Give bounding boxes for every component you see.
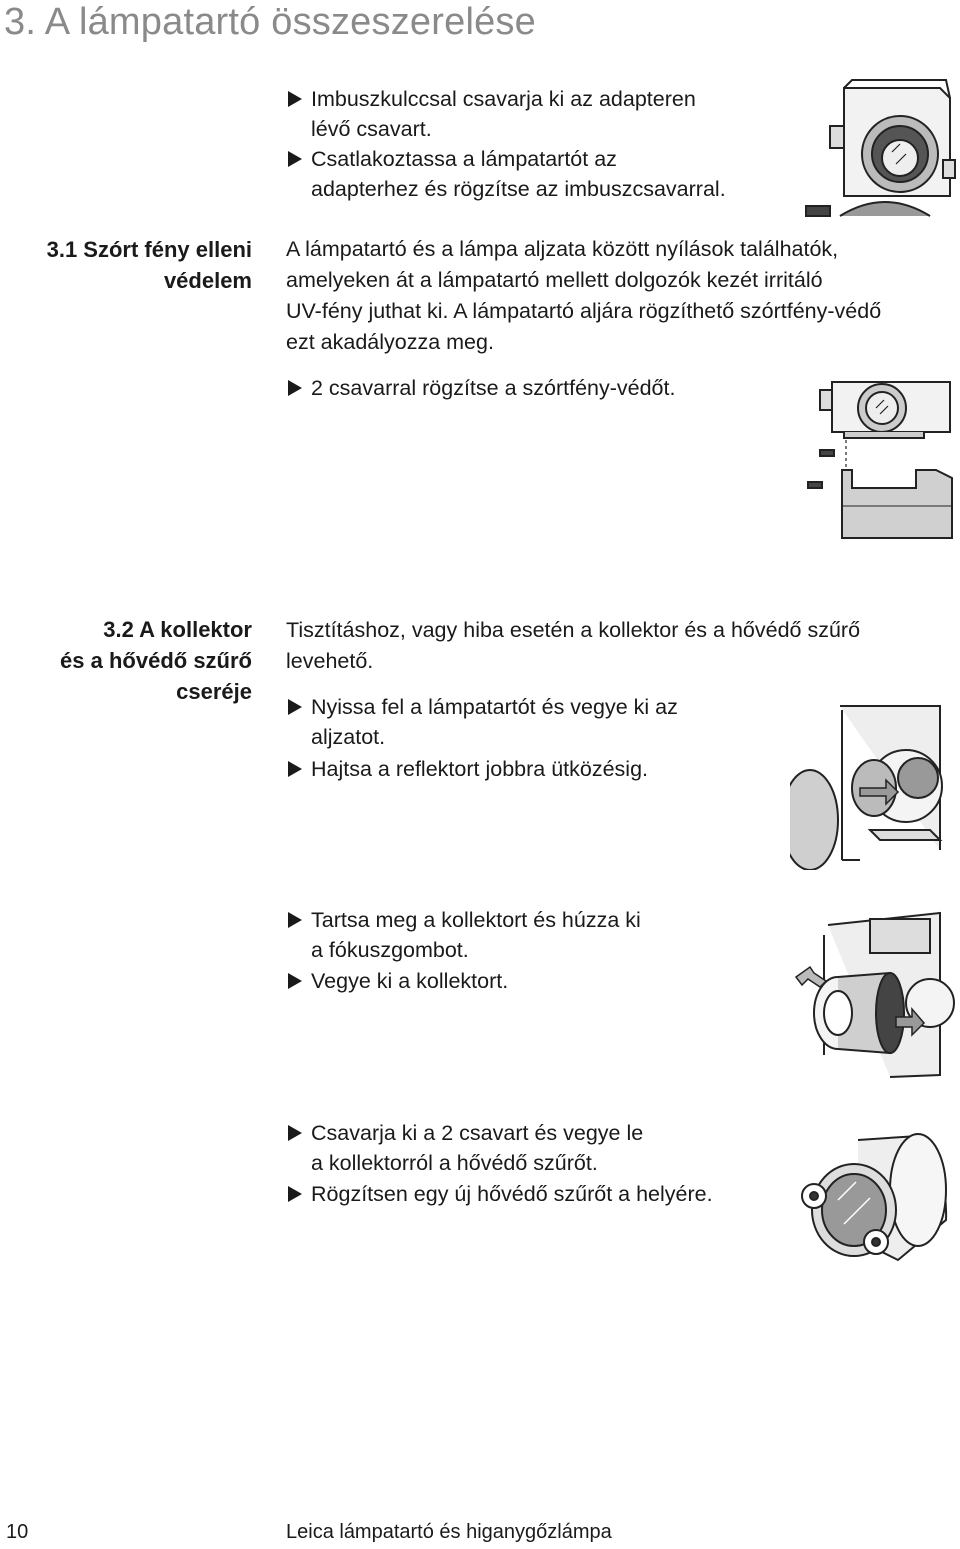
step-line: a kollektorról a hővédő szűrőt. [311,1151,598,1175]
section-32-paragraph [286,615,860,677]
section-31-paragraph [286,234,881,358]
step-line: a fókuszgombot. [311,938,469,962]
step-line: 2 csavarral rögzítse a szórtfény-védőt. [311,376,676,400]
bullet-arrow-icon [288,1125,302,1141]
step-remove-screw [286,84,696,144]
bullet-arrow-icon [288,91,302,107]
section-32-heading [22,614,252,707]
heading-line: és a hővédő szűrő [60,648,252,673]
bullet-arrow-icon [288,973,302,989]
step-remove-collector [286,966,508,996]
step-open-lamphousing [286,692,678,752]
step-line: adapterhez és rögzítse az imbuszcsavarral. [311,177,726,201]
heading-line: 3.1 Szórt fény elleni [46,237,252,262]
step-connect-lamphousing [286,144,726,204]
stray-light-shield-illustration [800,378,958,543]
heading-line: 3.2 A kollektor [103,617,252,642]
paragraph-line: ezt akadályozza meg. [286,330,494,354]
bullet-arrow-icon [288,912,302,928]
step-fix-shield [286,373,675,403]
collector-illustration [790,905,958,1080]
step-line: lévő csavart. [311,117,432,141]
step-line: Vegye ki a kollektort. [311,969,509,993]
step-pull-focus-knob [286,905,641,965]
paragraph-line: UV-fény juthat ki. A lámpatartó aljára rögzíthető szórtfény-védő [286,299,882,323]
step-line: Rögzítsen egy új hővédő szűrőt a helyére. [311,1182,713,1206]
bullet-arrow-icon [288,761,302,777]
step-fit-new-filter [286,1179,713,1209]
page-number: 10 [6,1521,29,1543]
lamphousing-adapter-illustration [800,78,958,228]
step-line: Csatlakoztassa a lámpatartót az [311,147,617,171]
step-line: Hajtsa a reflektort jobbra ütközésig. [311,757,648,781]
paragraph-line: levehető. [286,649,374,673]
footer-text: Leica lámpatartó és higanygőzlámpa [286,1521,612,1543]
heading-line: védelem [163,268,252,293]
bullet-arrow-icon [288,380,302,396]
bullet-arrow-icon [288,699,302,715]
paragraph-line: amelyeken át a lámpatartó mellett dolgozók kezét irritáló [286,268,823,292]
paragraph-line: A lámpatartó és a lámpa aljzata között nyílások találhatók, [286,237,839,261]
paragraph-line: Tisztításhoz, vagy hiba esetén a kollektor és a hővédő szűrő [286,618,861,642]
bullet-arrow-icon [288,151,302,167]
step-line: Imbuszkulccsal csavarja ki az adapteren [311,87,696,111]
step-line: Tartsa meg a kollektort és húzza ki [311,908,641,932]
bullet-arrow-icon [288,1186,302,1202]
step-swing-reflector [286,754,648,784]
step-unscrew-filter [286,1118,643,1178]
step-line: Nyissa fel a lámpatartót és vegye ki az [311,695,678,719]
heading-line: cseréje [176,679,252,704]
heat-filter-illustration [798,1130,956,1265]
step-line: aljzatot. [311,725,386,749]
page-title: 3. A lámpatartó összeszerelése [4,1,536,43]
reflector-illustration [790,700,958,870]
step-line: Csavarja ki a 2 csavart és vegye le [311,1121,644,1145]
section-31-heading [22,234,252,296]
